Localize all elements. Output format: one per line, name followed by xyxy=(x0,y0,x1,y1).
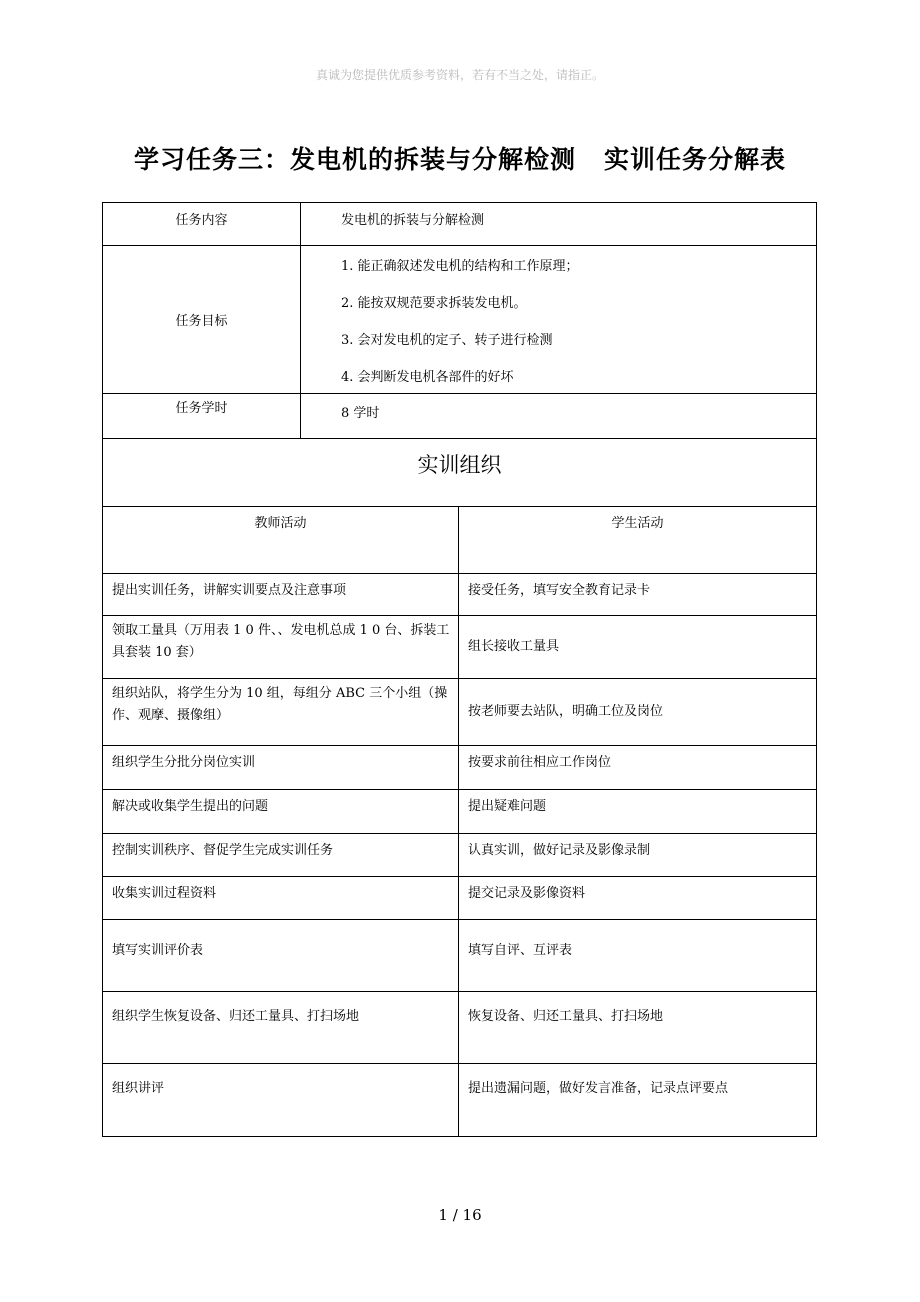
title-sub: 实训任务分解表 xyxy=(604,145,787,174)
task-breakdown-table xyxy=(102,202,817,1137)
teacher-activity-cell: 组织学生分批分岗位实训 xyxy=(103,746,459,789)
task-goal-list xyxy=(301,246,816,393)
page-total: 16 xyxy=(462,1206,482,1224)
student-activity-cell: 恢复设备、归还工量具、打扫场地 xyxy=(468,1009,664,1024)
student-activity-cell: 填写自评、互评表 xyxy=(468,943,573,958)
page-title xyxy=(0,140,920,176)
student-activity-cell: 提出疑难问题 xyxy=(468,799,547,814)
table-row xyxy=(103,992,816,1064)
organization-heading: 实训组织 xyxy=(417,453,502,477)
teacher-activity-cell: 控制实训秩序、督促学生完成实训任务 xyxy=(103,834,459,876)
table-row xyxy=(103,679,816,746)
page-current: 1 xyxy=(438,1206,448,1224)
row-task-goals xyxy=(103,246,816,394)
task-hours-value: 8 学时 xyxy=(341,406,380,421)
student-activity-cell: 接受任务，填写安全教育记录卡 xyxy=(468,583,651,598)
teacher-activity-cell: 领取工量具（万用表 1 0 件、、发电机总成 1 0 台、拆装工具套装 10 套） xyxy=(103,616,459,678)
student-activity-cell: 按要求前往相应工作岗位 xyxy=(468,755,612,770)
goal-item: 1. 能正确叙述发电机的结构和工作原理； xyxy=(341,259,579,274)
task-goal-label: 任务目标 xyxy=(103,246,301,393)
row-task-content xyxy=(103,203,816,246)
student-activity-header: 学生活动 xyxy=(611,516,664,531)
table-row xyxy=(103,834,816,877)
teacher-activity-cell: 填写实训评价表 xyxy=(103,920,459,991)
student-activity-cell: 提出遗漏问题，做好发言准备，记录点评要点 xyxy=(468,1081,729,1096)
task-content-value: 发电机的拆装与分解检测 xyxy=(341,213,485,228)
student-activity-cell: 组长接收工量具 xyxy=(468,639,560,654)
teacher-activity-cell: 组织学生恢复设备、归还工量具、打扫场地 xyxy=(103,992,459,1063)
teacher-activity-cell: 提出实训任务，讲解实训要点及注意事项 xyxy=(103,574,459,615)
teacher-activity-cell: 组织讲评 xyxy=(103,1064,459,1136)
teacher-activity-header: 教师活动 xyxy=(103,507,459,573)
goal-item: 2. 能按双规范要求拆装发电机。 xyxy=(341,296,527,311)
table-row xyxy=(103,790,816,834)
row-organization-heading xyxy=(103,439,816,507)
goal-item: 4. 会判断发电机各部件的好坏 xyxy=(341,370,514,385)
goal-item: 3. 会对发电机的定子、转子进行检测 xyxy=(341,333,553,348)
row-task-hours xyxy=(103,394,816,439)
table-row xyxy=(103,616,816,679)
page-number xyxy=(0,1206,920,1224)
table-row xyxy=(103,574,816,616)
task-content-label: 任务内容 xyxy=(103,203,301,245)
page-separator: / xyxy=(452,1206,458,1224)
table-row xyxy=(103,877,816,920)
task-hours-label: 任务学时 xyxy=(103,394,301,438)
student-activity-cell: 认真实训，做好记录及影像录制 xyxy=(468,843,651,858)
title-main: 学习任务三：发电机的拆装与分解检测 xyxy=(133,145,576,174)
student-activity-cell: 按老师要去站队，明确工位及岗位 xyxy=(468,704,664,719)
watermark-notice: 真诚为您提供优质参考资料，若有不当之处，请指正。 xyxy=(315,68,604,82)
student-activity-cell: 提交记录及影像资料 xyxy=(468,886,586,901)
table-row xyxy=(103,920,816,992)
teacher-activity-cell: 组织站队，将学生分为 10 组，每组分 ABC 三个小组（操作、观摩、摄像组） xyxy=(103,679,459,745)
row-column-headers xyxy=(103,507,816,574)
teacher-activity-cell: 收集实训过程资料 xyxy=(103,877,459,919)
teacher-activity-cell: 解决或收集学生提出的问题 xyxy=(103,790,459,833)
table-row xyxy=(103,1064,816,1136)
table-row xyxy=(103,746,816,790)
